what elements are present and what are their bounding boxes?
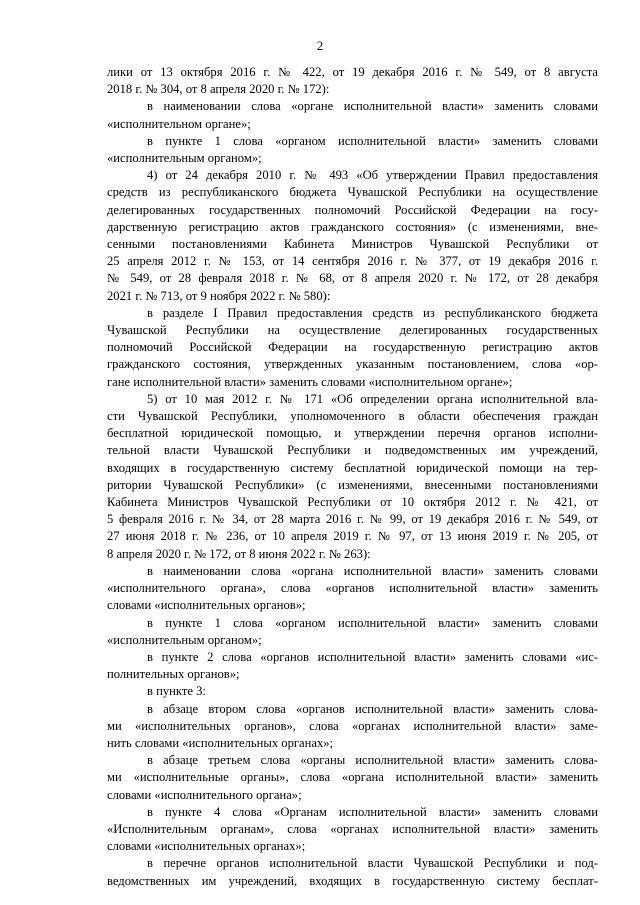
text-line: ритории Чувашской Республики» (с изменениями, внесенными постановлениями — [107, 477, 598, 492]
text-line: «исполнительном органе»; — [107, 116, 251, 131]
text-line: 2018 г. № 304, от 8 апреля 2020 г. № 172): — [107, 82, 330, 97]
text-line: «исполнительным органом»; — [107, 151, 262, 166]
text-line: гражданского состояния, утвержденных указанным постановлением, слова «ор- — [107, 357, 598, 372]
text-line: нить словами «исполнительных органах»; — [107, 735, 334, 750]
text-line: 25 апреля 2012 г. № 153, от 14 сентября 2016 г. № 377, от 19 декабря 2016 г. — [107, 254, 598, 269]
text-line: 4) от 24 декабря 2010 г. № 493 «Об утверждении Правил предоставления — [147, 168, 598, 183]
text-line: ми «исполнительные органы», слова «органа исполнительной власти» заменить — [107, 770, 598, 785]
text-line: в абзаце третьем слова «органы исполнительной власти» заменить слова- — [147, 753, 598, 768]
text-line: «исполнительного органа», слова «органов исполнительной власти» заменить — [107, 581, 598, 596]
text-line: входящих в государственную систему бесплатной юридической помощи на тер- — [107, 460, 598, 475]
paragraph — [107, 701, 598, 753]
paragraph — [107, 305, 598, 391]
paragraph — [107, 98, 598, 132]
text-line: № 549, от 28 февраля 2018 г. № 68, от 8 апреля 2020 г. № 172, от 28 декабря — [107, 271, 598, 286]
text-line: словами «исполнительных органах»; — [107, 839, 306, 854]
text-line: 2021 г. № 713, от 9 ноября 2022 г. № 580): — [107, 288, 331, 303]
text-line: в наименовании слова «органе исполнительной власти» заменить словами — [147, 99, 598, 114]
paragraph — [107, 64, 598, 98]
text-line: полнительных органов»; — [107, 667, 240, 682]
text-line: словами «исполнительного органа»; — [107, 787, 302, 802]
text-line: Чувашской Республики на осуществление делегированных государственных — [107, 323, 598, 338]
paragraph — [107, 133, 598, 167]
text-line: в пункте 1 слова «органом исполнительной власти» заменить словами — [147, 615, 598, 630]
paragraph — [107, 649, 598, 683]
paragraph — [107, 167, 598, 305]
text-line: делегированных государственных полномочий Российской Федерации на госу- — [107, 202, 598, 217]
text-line: словами «исполнительных органов»; — [107, 598, 306, 613]
text-line: 27 июня 2018 г. № 236, от 10 апреля 2019 г. № 97, от 13 июня 2019 г. № 205, от — [107, 529, 598, 544]
text-line: полномочий Российской Федерации на государственную регистрацию актов — [107, 340, 598, 355]
text-line: в пункте 4 слова «Органам исполнительной власти» заменить словами — [147, 804, 598, 819]
text-line: Кабинета Министров Чувашской Республики от 10 октября 2012 г. № 421, от — [107, 495, 598, 510]
text-line: сти Чувашской Республики, уполномоченного в области обеспечения граждан — [107, 409, 598, 424]
text-line: в наименовании слова «органа исполнительной власти» заменить словами — [147, 563, 598, 578]
text-line: «исполнительным органом»; — [107, 632, 262, 647]
paragraph — [107, 391, 598, 563]
text-line: бесплатной юридической помощью, и утверждении перечня органов исполни- — [107, 426, 598, 441]
paragraph — [107, 563, 598, 615]
text-line: гане исполнительной власти» заменить словами «исполнительном органе»; — [107, 374, 513, 389]
text-line: 5 февраля 2016 г. № 34, от 28 марта 2016 г. № 99, от 19 декабря 2016 г. № 549, от — [107, 512, 598, 527]
text-line: средств из республиканского бюджета Чувашской Республики на осуществление — [107, 185, 598, 200]
text-line: ми «исполнительных органов», слова «органах исполнительной власти» заме- — [107, 718, 598, 733]
paragraph — [107, 752, 598, 804]
paragraph — [107, 855, 598, 889]
paragraph — [107, 804, 598, 856]
text-line: в пункте 3: — [147, 684, 206, 699]
document-body — [107, 64, 598, 890]
text-line: в абзаце втором слова «органов исполнительной власти» заменить слова- — [147, 701, 598, 716]
text-line: 8 апреля 2020 г. № 172, от 8 июня 2022 г. № 263): — [107, 546, 371, 561]
text-line: дарственную регистрацию актов гражданского состояния» (с изменениями, вне- — [107, 219, 598, 234]
text-line: тельной власти Чувашской Республики и подведомственных им учреждений, — [107, 443, 598, 458]
text-line: 5) от 10 мая 2012 г. № 171 «Об определении органа исполнительной вла- — [147, 391, 598, 406]
text-line: сенными постановлениями Кабинета Министров Чувашской Республики от — [107, 237, 598, 252]
text-line: в пункте 2 слова «органов исполнительной власти» заменить словами «ис- — [147, 649, 598, 664]
text-line: в разделе I Правил предоставления средств из республиканского бюджета — [147, 305, 598, 320]
page-number: 2 — [316, 38, 324, 53]
text-line: в пункте 1 слова «органом исполнительной власти» заменить словами — [147, 133, 598, 148]
text-line: ведомственных им учреждений, входящих в государственную систему бесплат- — [107, 873, 598, 888]
text-line: в перечне органов исполнительной власти Чувашской Республики и под- — [147, 856, 598, 871]
paragraph — [107, 683, 598, 700]
text-line: лики от 13 октября 2016 г. № 422, от 19 декабря 2016 г. № 549, от 8 августа — [107, 65, 598, 79]
paragraph — [107, 615, 598, 649]
text-line: «Исполнительным органам», слова «органах исполнительной власти» заменить — [107, 821, 598, 836]
